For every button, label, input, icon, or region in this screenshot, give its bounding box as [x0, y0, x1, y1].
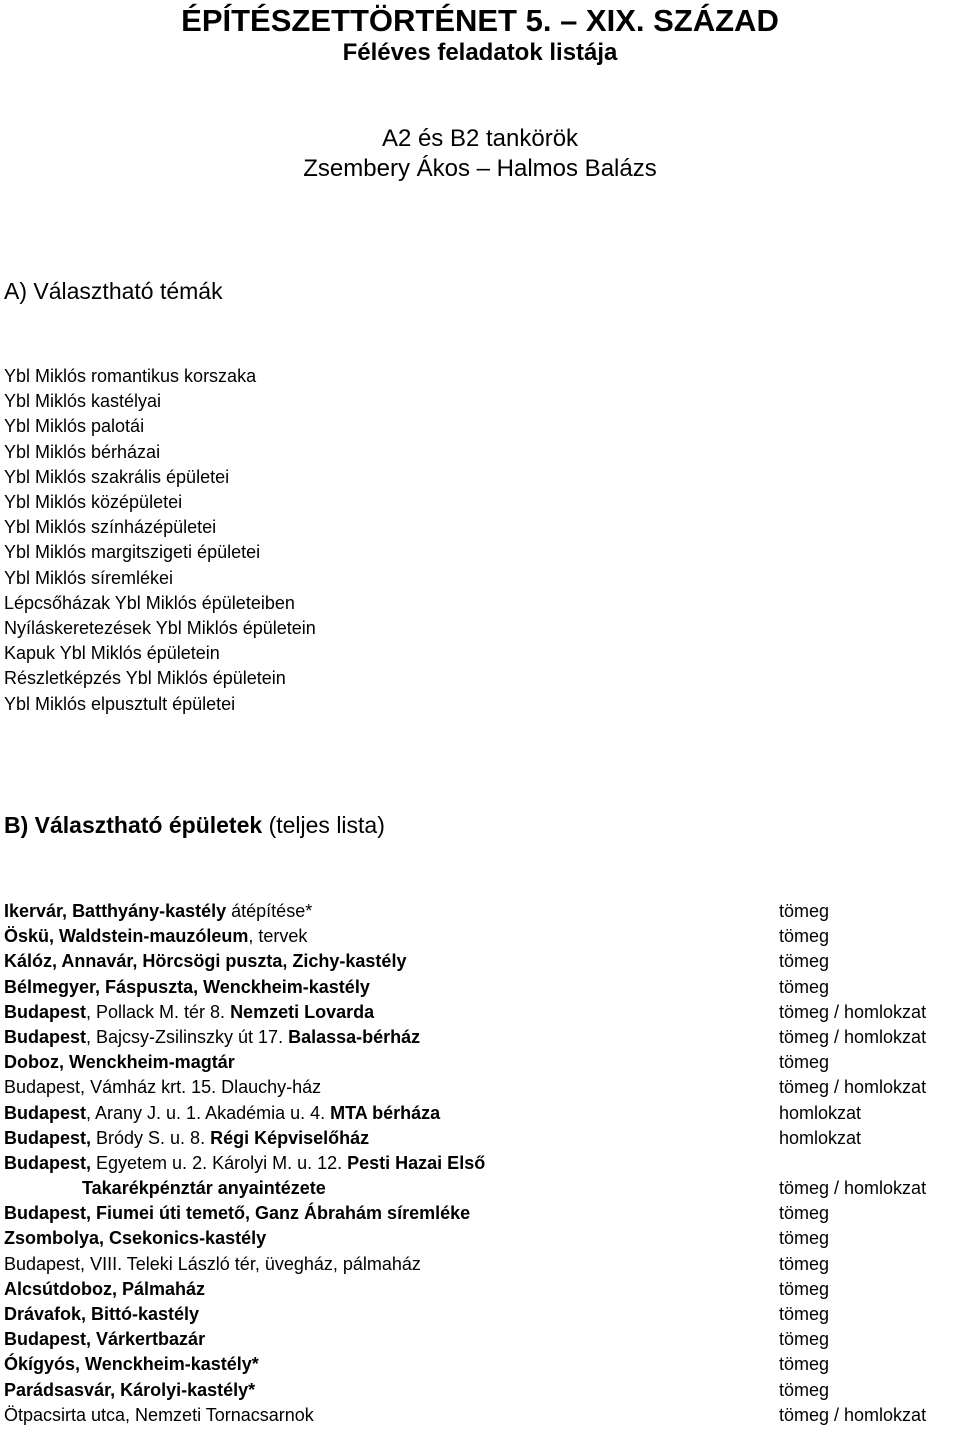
building-name: [4, 1403, 314, 1428]
building-name: [4, 1378, 255, 1403]
instructors: Zsembery Ákos – Halmos Balázs: [303, 155, 657, 182]
building-row: [4, 1075, 960, 1100]
building-name: [4, 1101, 440, 1126]
building-row: [4, 1302, 960, 1327]
building-row: [4, 1126, 960, 1151]
building-row: [4, 1403, 960, 1428]
building-name-bold: Régi Képviselőház: [210, 1127, 370, 1148]
building-name-bold: Kálóz, Annavár, Hörcsögi puszta, Zichy-kastély: [4, 951, 407, 972]
topic-item: Nyíláskeretezések Ybl Miklós épületein: [4, 618, 316, 639]
building-row: [4, 1378, 960, 1403]
building-row: [4, 924, 960, 949]
building-name-bold: Nemzeti Lovarda: [230, 1001, 375, 1022]
building-name-bold: MTA bérháza: [330, 1102, 441, 1123]
document-subtitle: Féléves feladatok listája: [342, 39, 618, 66]
building-task-type: tömeg / homlokzat: [779, 1077, 927, 1098]
building-task-type: tömeg: [779, 1278, 830, 1299]
building-name: [4, 1252, 421, 1277]
section-b-heading-note: (teljes lista): [262, 812, 385, 838]
building-row: [4, 1101, 960, 1126]
building-name: [4, 1075, 321, 1100]
building-name-bold: Zsombolya, Csekonics-kastély: [4, 1228, 267, 1249]
building-detail: , Pollack M. tér 8.: [86, 1001, 231, 1022]
section-a-heading: A) Választható témák: [4, 278, 223, 304]
building-row: [4, 899, 960, 924]
building-row: [4, 1025, 960, 1050]
building-row: [4, 1226, 960, 1251]
building-row: [4, 1151, 960, 1201]
building-name-bold: Budapest: [4, 1001, 87, 1022]
building-task-type: tömeg: [779, 1203, 830, 1224]
building-task-type: tömeg: [779, 1228, 830, 1249]
topic-item: Kapuk Ybl Miklós épületein: [4, 643, 220, 664]
building-task-type: homlokzat: [779, 1127, 862, 1148]
building-row: [4, 1252, 960, 1277]
building-task-type: tömeg: [779, 976, 830, 997]
topic-item: Ybl Miklós síremlékei: [4, 567, 174, 588]
building-row: [4, 1352, 960, 1377]
topic-item: Ybl Miklós kastélyai: [4, 391, 162, 412]
building-name: [4, 924, 307, 949]
building-task-type: tömeg: [779, 1253, 830, 1274]
building-task-type: tömeg: [779, 1329, 830, 1350]
building-task-type: tömeg: [779, 1052, 830, 1073]
topic-item: Ybl Miklós margitszigeti épületei: [4, 542, 261, 563]
building-name: [4, 1000, 374, 1025]
topic-item: Ybl Miklós bérházai: [4, 441, 161, 462]
building-task-type: tömeg: [779, 1304, 830, 1325]
building-name-bold: Budapest,: [4, 1127, 92, 1148]
building-row: [4, 975, 960, 1000]
building-task-type: tömeg / homlokzat: [779, 1178, 927, 1199]
building-detail: Budapest, Vámház krt. 15. Dlauchy-ház: [4, 1077, 322, 1098]
building-row: [4, 949, 960, 974]
section-b-heading: [4, 810, 385, 840]
building-name: [4, 1226, 266, 1251]
building-name: [4, 1201, 470, 1226]
document-title: ÉPÍTÉSZETTÖRTÉNET 5. – XIX. SZÁZAD: [181, 3, 779, 38]
building-detail: átépítése*: [226, 901, 313, 921]
topic-item: Ybl Miklós elpusztult épületei: [4, 693, 236, 714]
building-name-bold: Parádsasvár, Károlyi-kastély*: [4, 1379, 256, 1400]
building-name-bold: Budapest,: [4, 1152, 92, 1173]
building-name: [4, 899, 312, 924]
building-detail: Budapest, VIII. Teleki László tér, üvegház, pálmaház: [4, 1253, 421, 1274]
topic-item: Ybl Miklós romantikus korszaka: [4, 366, 257, 386]
building-name-bold: Drávafok, Bittó-kastély: [4, 1304, 200, 1325]
building-name-bold: Budapest, Fiumei úti temető, Ganz Ábrahám síremléke: [4, 1203, 471, 1224]
building-name-bold: Ikervár, Batthyány-kastély: [4, 901, 227, 921]
building-task-type: tömeg: [779, 951, 830, 972]
building-name: [4, 949, 406, 974]
building-name: [4, 1126, 369, 1151]
building-list: [4, 899, 960, 1428]
building-detail: , tervek: [248, 926, 308, 947]
building-task-type: tömeg / homlokzat: [779, 1001, 927, 1022]
building-name: [4, 975, 370, 1000]
building-task-type: tömeg / homlokzat: [779, 1026, 927, 1047]
section-b-heading-bold: B) Választható épületek: [4, 812, 263, 838]
building-task-type: homlokzat: [779, 1102, 862, 1123]
topic-item: Ybl Miklós szakrális épületei: [4, 466, 230, 487]
building-task-type: tömeg: [779, 926, 830, 947]
building-detail: , Arany J. u. 1. Akadémia u. 4.: [86, 1102, 331, 1123]
building-name-continuation: Takarékpénztár anyaintézete: [82, 1178, 326, 1199]
building-detail: , Bajcsy-Zsilinszky út 17.: [86, 1026, 289, 1047]
building-name: [4, 1302, 199, 1327]
building-name-bold: Öskü, Waldstein-mauzóleum: [4, 926, 249, 947]
building-detail: Bródy S. u. 8.: [91, 1127, 211, 1148]
building-name-bold: Budapest: [4, 1102, 87, 1123]
building-name-bold: Budapest, Várkertbazár: [4, 1329, 206, 1350]
topic-item: Ybl Miklós palotái: [4, 416, 145, 437]
building-row: [4, 1050, 960, 1075]
building-task-type: tömeg: [779, 1354, 830, 1375]
building-name: [4, 1352, 259, 1377]
topic-item: Ybl Miklós színházépületei: [4, 517, 217, 538]
building-name-bold: Pesti Hazai Első: [347, 1152, 486, 1173]
building-name: [4, 1277, 205, 1302]
building-name: [4, 1025, 420, 1050]
course-groups: A2 és B2 tankörök: [381, 125, 579, 152]
building-detail: Egyetem u. 2. Károlyi M. u. 12.: [91, 1152, 348, 1173]
building-row: [4, 1201, 960, 1226]
building-task-type: tömeg / homlokzat: [779, 1404, 927, 1425]
building-row: [4, 1000, 960, 1025]
topic-item: Lépcsőházak Ybl Miklós épületeiben: [4, 592, 295, 613]
building-name-bold: Alcsútdoboz, Pálmaház: [4, 1278, 206, 1299]
topic-list: [4, 364, 316, 717]
building-row: [4, 1327, 960, 1352]
topic-item: Ybl Miklós középületei: [4, 492, 183, 513]
building-name: [4, 1327, 205, 1352]
topic-item: Részletképzés Ybl Miklós épületein: [4, 668, 286, 689]
building-name-bold: Balassa-bérház: [288, 1026, 421, 1047]
building-name: [4, 1151, 485, 1201]
building-name-bold: Doboz, Wenckheim-magtár: [4, 1052, 235, 1073]
building-task-type: tömeg: [779, 1379, 830, 1400]
building-name-bold: Budapest: [4, 1026, 87, 1047]
building-detail: Ötpacsirta utca, Nemzeti Tornacsarnok: [4, 1404, 314, 1425]
building-name-bold: Bélmegyer, Fáspuszta, Wenckheim-kastély: [4, 976, 370, 997]
building-name-bold: Ókígyós, Wenckheim-kastély*: [4, 1354, 259, 1375]
building-name: [4, 1050, 235, 1075]
building-task-type: tömeg: [779, 901, 830, 921]
building-row: [4, 1277, 960, 1302]
